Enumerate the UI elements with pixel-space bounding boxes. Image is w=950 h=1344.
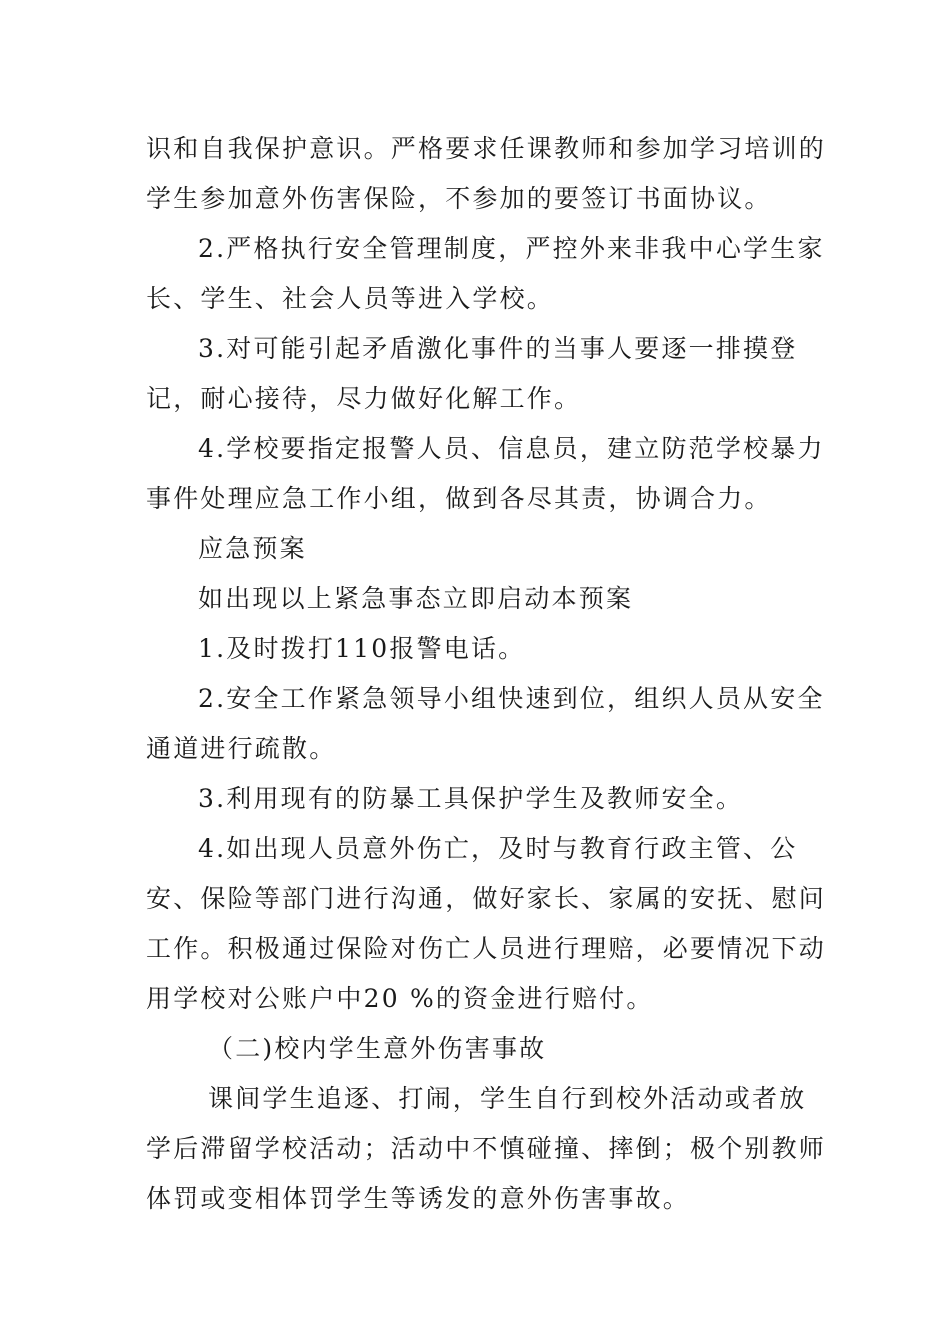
paragraph-4: 4.学校要指定报警人员、信息员，建立防范学校暴力事件处理应急工作小组，做到各尽其责，协调合力。 [146, 434, 825, 513]
paragraph-7: 1.及时拨打110报警电话。 [198, 634, 526, 663]
paragraph-10: 4.如出现人员意外伤亡，及时与教育行政主管、公安、保险等部门进行沟通，做好家长、家属的安抚、慰问工作。积极通过保险对伤亡人员进行理赔，必要情况下动用学校对公账户中20 %的资金进行赔付。 [146, 834, 827, 1013]
paragraph-8: 2.安全工作紧急领导小组快速到位，组织人员从安全通道进行疏散。 [146, 684, 825, 763]
paragraph-9: 3.利用现有的防暴工具保护学生及教师安全。 [198, 784, 744, 813]
section-heading-campus-accidents: （二)校内学生意外伤害事故 [208, 1034, 547, 1063]
paragraph-2: 2.严格执行安全管理制度，严控外来非我中心学生家长、学生、社会人员等进入学校。 [146, 234, 825, 313]
document-body [146, 124, 826, 1224]
section-heading-emergency-plan: 应急预案 [198, 534, 307, 563]
paragraph-6: 如出现以上紧急事态立即启动本预案 [198, 584, 634, 613]
paragraph-3: 3.对可能引起矛盾激化事件的当事人要逐一排摸登记，耐心接待，尽力做好化解工作。 [146, 334, 798, 413]
paragraph-12: 课间学生追逐、打闹，学生自行到校外活动或者放学后滞留学校活动；活动中不慎碰撞、摔倒；极个别教师体罚或变相体罚学生等诱发的意外伤害事故。 [146, 1084, 827, 1213]
paragraph-1: 识和自我保护意识。严格要求任课教师和参加学习培训的学生参加意外伤害保险，不参加的要签订书面协议。 [146, 134, 827, 213]
